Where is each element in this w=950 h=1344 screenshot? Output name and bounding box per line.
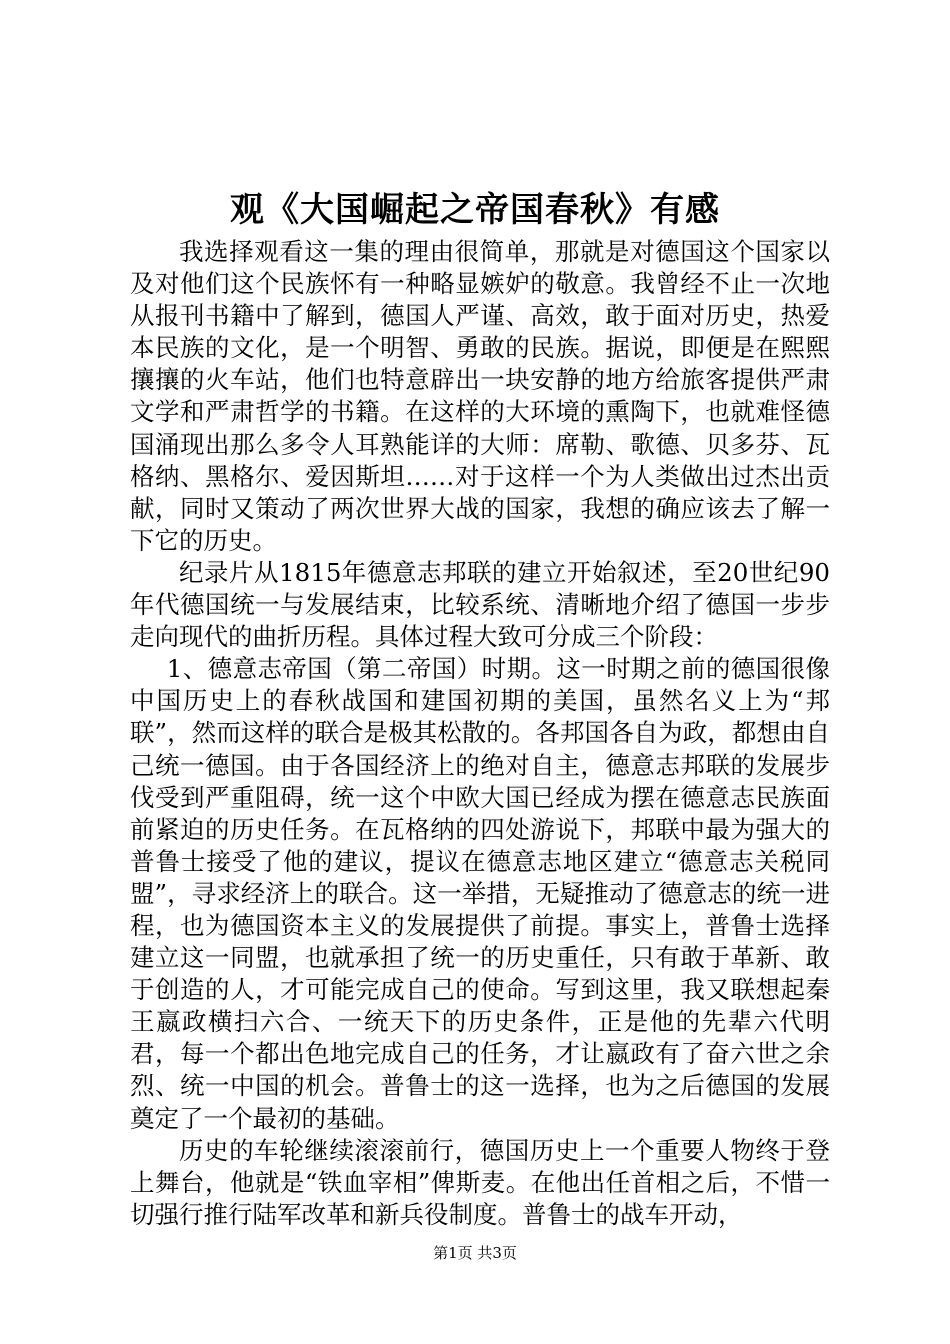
document-title: 观《大国崛起之帝国春秋》有感 <box>230 190 720 230</box>
document-body <box>130 236 830 1231</box>
paragraph: 历史的车轮继续滚滚前行，德国历史上一个重要人物终于登上舞台，他就是“铁血宰相”俾斯麦。在他出任首相之后，不惜一切强行推行陆军改革和新兵役制度。普鲁士的战车开动， <box>130 1135 830 1229</box>
paragraph: 我选择观看这一集的理由很简单，那就是对德国这个国家以及对他们这个民族怀有一种略显嫉妒的敬意。我曾经不止一次地从报刊书籍中了解到，德国人严谨、高效，敢于面对历史，热爱本民族的文化，是一个明智、勇敢的民族。据说，即便是在熙熙攘攘的火车站，他们也特意辟出一块安静的地方给旅客提供严肃文学和严肃哲学的书籍。在这样的大环境的熏陶下，也就难怪德国涌现出那么多令人耳熟能详的大师：席勒、歌德、贝多芬、瓦格纳、黑格尔、爱因斯坦……对于这样一个为人类做出过杰出贡献，同时又策动了两次世界大战的国家，我想的确应该去了解一下它的历史。 <box>130 237 830 555</box>
paragraph: 纪录片从1815年德意志邦联的建立开始叙述，至20世纪90年代德国统一与发展结束，比较系统、清晰地介绍了德国一步步走向现代的曲折历程。具体过程大致可分成三个阶段： <box>130 557 830 652</box>
page-footer: 第1页 共3页 <box>433 1244 517 1262</box>
paragraph: 1、德意志帝国（第二帝国）时期。这一时期之前的德国很像中国历史上的春秋战国和建国初期的美国，虽然名义上为“邦联”，然而这样的联合是极其松散的。各邦国各自为政，都想由自己统一德国。由于各国经济上的绝对自主，德意志邦联的发展步伐受到严重阻碍，统一这个中欧大国已经成为摆在德意志民族面前紧迫的历史任务。在瓦格纳的四处游说下，邦联中最为强大的普鲁士接受了他的建议，提议在德意志地区建立“德意志关税同盟”，寻求经济上的联合。这一举措，无疑推动了德意志的统一进程，也为德国资本主义的发展提供了前提。事实上，普鲁士选择建立这一同盟，也就承担了统一的历史重任，只有敢于革新、敢于创造的人，才可能完成自己的使命。写到这里，我又联想起秦王嬴政横扫六合、一统天下的历史条件，正是他的先辈六代明君，每一个都出色地完成自己的任务，才让嬴政有了奋六世之余烈、统一中国的机会。普鲁士的这一选择，也为之后德国的发展奠定了一个最初的基础。 <box>130 654 830 1133</box>
